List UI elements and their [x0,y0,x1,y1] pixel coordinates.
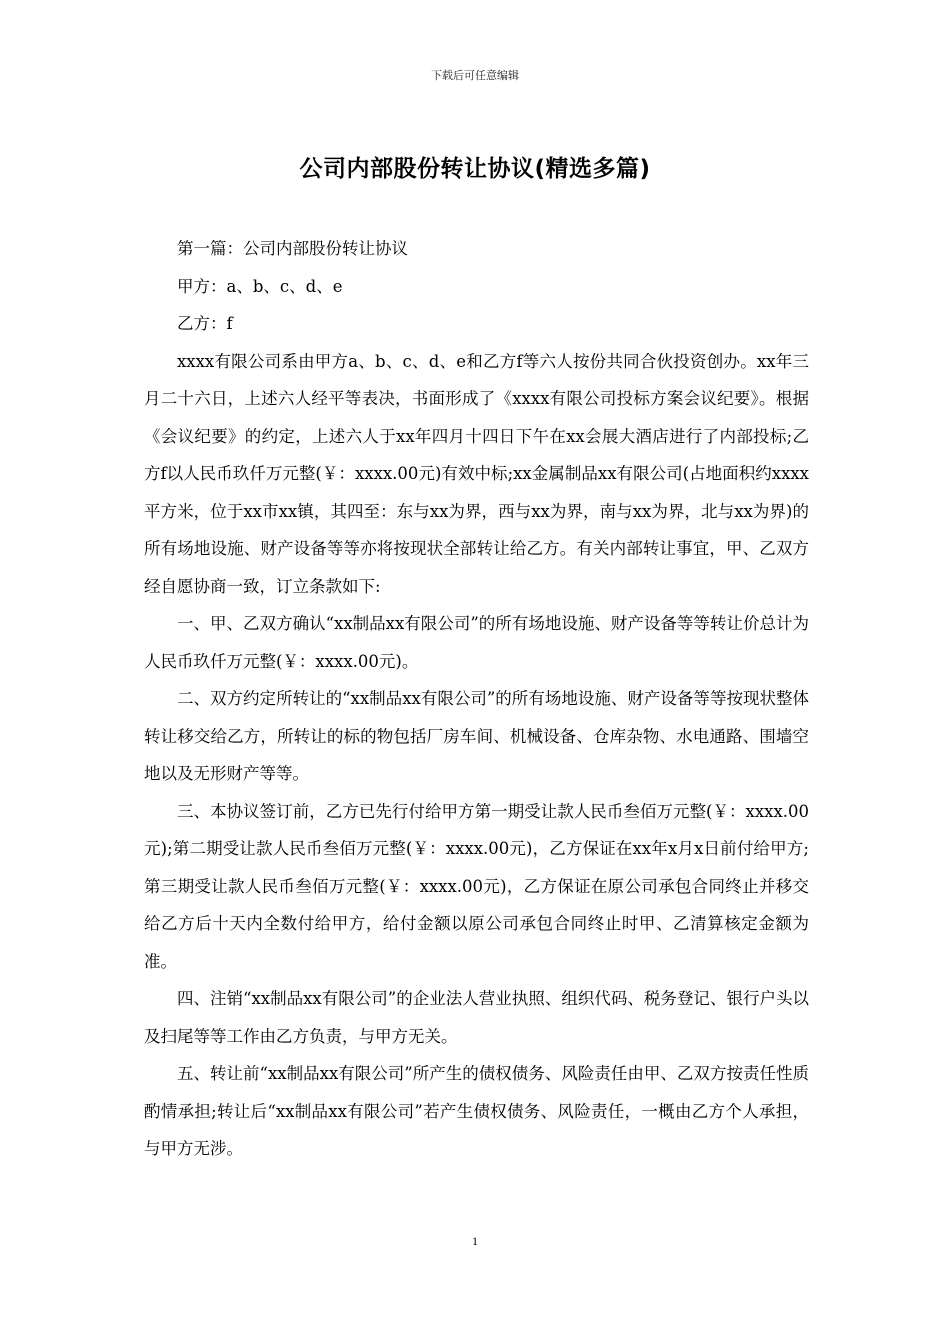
header-note: 下载后可任意编辑 [431,69,519,82]
clause-5: 五、转让前“xx制品xx有限公司”所产生的债权债务、风险责任由甲、乙双方按责任性质酌情承担;转让后“xx制品xx有限公司”若产生债权债务、风险责任，一概由乙方个人承担，与甲方无涉。 [144,1064,809,1158]
clause-1: 一、甲、乙双方确认“xx制品xx有限公司”的所有场地设施、财产设备等等转让价总计为人民币玖仟万元整(￥：xxxx.00元)。 [144,614,809,671]
section-heading: 第一篇：公司内部股份转让协议 [177,239,408,258]
intro-paragraph: xxxx有限公司系由甲方a、b、c、d、e和乙方f等六人按份共同合伙投资创办。xx年三月二十六日，上述六人经平等表决，书面形成了《xxxx有限公司投标方案会议纪要》。根据《会议纪要》的约定，上述六人于xx年四月十四日下午在xx会展大酒店进行了内部投标;乙方f以人民币玖仟万元整(￥：xxxx.00元)有效中标;xx金属制品xx有限公司(占地面积约xxxx平方米，位于xx市xx镇，其四至：东与xx为界，西与xx为界，南与xx为界，北与xx为界)的所有场地设施、财产设备等等亦将按现状全部转让给乙方。有关内部转让事宜，甲、乙双方经自愿协商一致，订立条款如下: [144,351,809,596]
party-b-line: 乙方：f [177,314,233,333]
document-title: 公司内部股份转让协议(精选多篇) [299,156,651,182]
clause-3: 三、本协议签订前，乙方已先行付给甲方第一期受让款人民币叁佰万元整(￥：xxxx.00元);第二期受让款人民币叁佰万元整(￥：xxxx.00元)，乙方保证在xx年x月x日前付给甲方;第三期受让款人民币叁佰万元整(￥：xxxx.00元)，乙方保证在原公司承包合同终止并移交给乙方后十天内全数付给甲方，给付金额以原公司承包合同终止时甲、乙清算核定金额为准。 [144,801,809,971]
party-a-line: 甲方：a、b、c、d、e [177,276,343,296]
clause-2: 二、双方约定所转让的“xx制品xx有限公司”的所有场地设施、财产设备等等按现状整体转让移交给乙方，所转让的标的物包括厂房车间、机械设备、仓库杂物、水电通路、围墙空地以及无形财产等等。 [144,689,809,783]
clause-4: 四、注销“xx制品xx有限公司”的企业法人营业执照、组织代码、税务登记、银行户头以及扫尾等等工作由乙方负责，与甲方无关。 [144,989,809,1046]
document-body [144,230,809,1168]
page-number: 1 [472,1234,478,1248]
